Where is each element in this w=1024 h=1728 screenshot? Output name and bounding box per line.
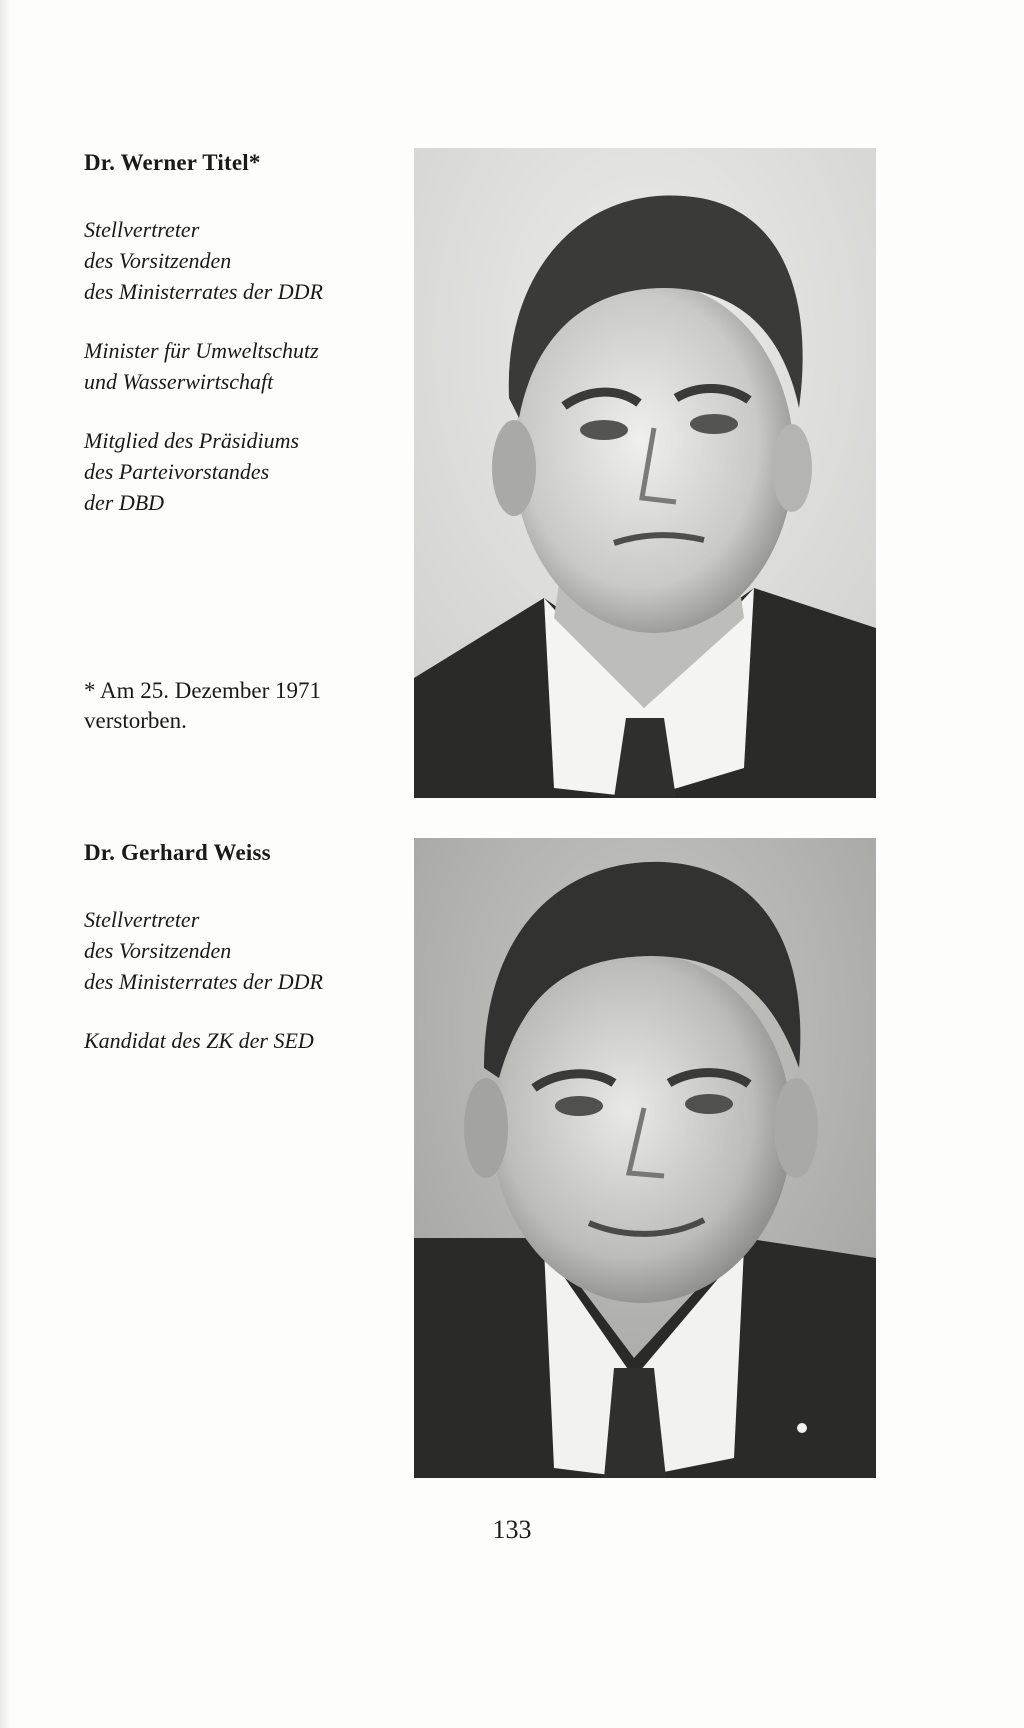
role-line: Kandidat des ZK der SED — [84, 1028, 314, 1053]
role-group-presidium — [84, 425, 404, 518]
footnote — [84, 676, 404, 736]
footnote-line: * Am 25. Dezember 1971 — [84, 678, 321, 703]
footnote-line: verstorben. — [84, 708, 187, 733]
role-line: Stellvertreter — [84, 217, 200, 242]
portrait-photo-werner-titel — [414, 148, 876, 798]
role-line: des Parteivorstandes — [84, 459, 270, 484]
role-line: Minister für Umweltschutz — [84, 338, 319, 363]
role-line: des Vorsitzenden — [84, 248, 232, 273]
entry-werner-titel — [84, 150, 404, 546]
role-line: des Ministerrates der DDR — [84, 279, 323, 304]
role-group-deputy-chair — [84, 214, 404, 307]
portrait-photo-gerhard-weiss — [414, 838, 876, 1478]
role-line: und Wasserwirtschaft — [84, 369, 274, 394]
person-name: Dr. Werner Titel* — [84, 150, 261, 175]
entry-gerhard-weiss — [84, 840, 404, 1084]
page-number: 133 — [492, 1515, 532, 1544]
role-line: des Vorsitzenden — [84, 938, 232, 963]
role-group-minister — [84, 335, 404, 397]
role-line: des Ministerrates der DDR — [84, 969, 323, 994]
role-line: Mitglied des Präsidiums — [84, 428, 300, 453]
role-group-deputy-chair — [84, 904, 404, 997]
role-line: Stellvertreter — [84, 907, 200, 932]
role-line: der DBD — [84, 490, 165, 515]
page-edge — [0, 0, 10, 1728]
role-group-candidate — [84, 1025, 404, 1056]
person-name: Dr. Gerhard Weiss — [84, 840, 271, 865]
